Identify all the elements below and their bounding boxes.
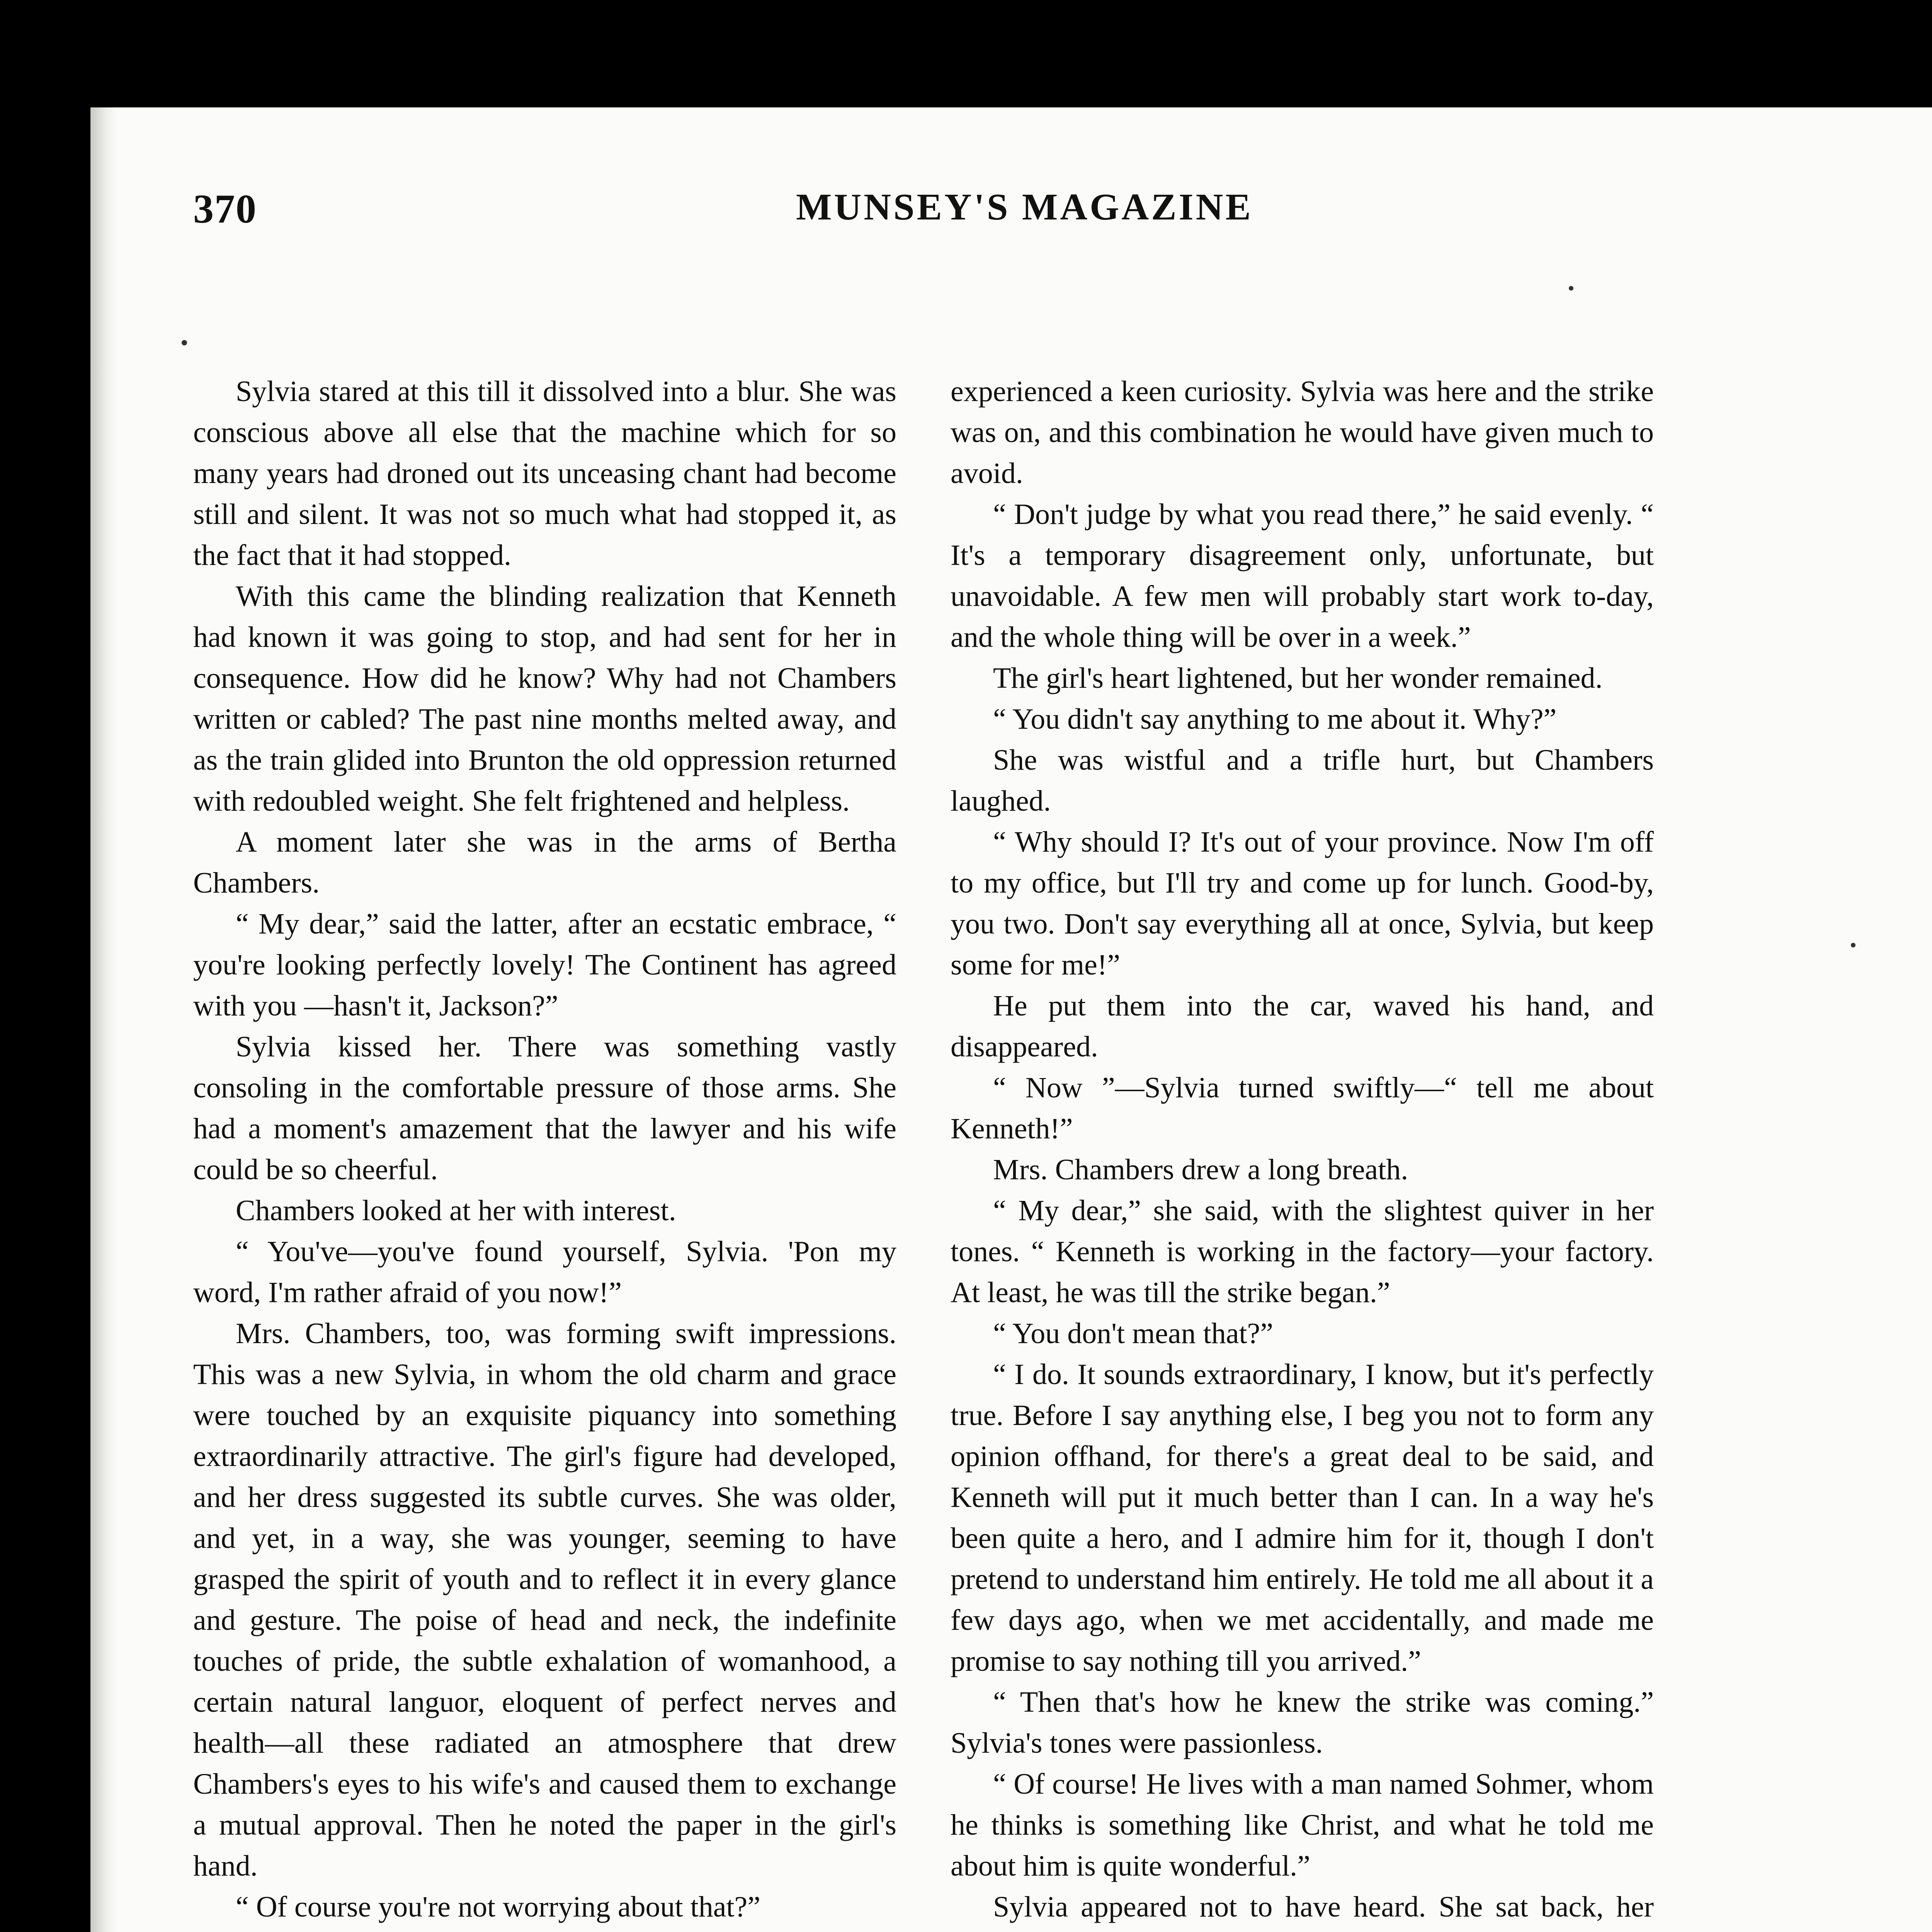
paragraph: “ Why should I? It's out of your province. Now I'm off to my office, but I'll try and come up for lunch. Good-by, you two. Don't say everything all at once, Sylvia, but keep some for me!” bbox=[951, 826, 1654, 981]
left-column bbox=[193, 371, 896, 1932]
paragraph: Chambers looked at her with interest. bbox=[236, 1194, 676, 1227]
paragraph: Sylvia appeared not to have heard. She sat back, her bbox=[993, 1891, 1654, 1923]
paragraph: “ Of course! He lives with a man named Sohmer, whom he thinks is something like Christ, and what he told me about him is quite wonderful.” bbox=[951, 1768, 1654, 1882]
paragraph: “ You don't mean that?” bbox=[993, 1317, 1274, 1350]
paragraph: He put them into the car, waved his hand, and disappeared. bbox=[951, 990, 1654, 1063]
scan-speck bbox=[1851, 943, 1855, 947]
paragraph: She was wistful and a trifle hurt, but Chambers laughed. bbox=[951, 744, 1654, 817]
scan-speck bbox=[182, 340, 187, 345]
paragraph-continued: experienced a keen curiosity. Sylvia was here and the strike was on, and this combination he would have given much to avoid. bbox=[951, 375, 1654, 490]
paragraph: “ Now ”—Sylvia turned swiftly—“ tell me about Kenneth!” bbox=[951, 1071, 1654, 1145]
page-spine-shadow bbox=[90, 107, 117, 1932]
paragraph: “ I do. It sounds extraordinary, I know, but it's perfectly true. Before I say anything else, I beg you not to form any opinion offhand, for there's a great deal to be said, and Kenneth will put it much better than I can. In a way he's been quite a hero, and I admire him for it, though I don't pretend to understand him entirely. He told me all about it a few days ago, when we met accidentally, and made me promise to say nothing till you arrived.” bbox=[951, 1358, 1654, 1677]
page-number: 370 bbox=[193, 186, 257, 231]
page-header bbox=[193, 185, 1739, 247]
paragraph: “ Don't judge by what you read there,” he said evenly. “ It's a temporary disagreement only, unfortunate, but unavoidable. A few men will probably start work to-day, and the whole thing will be over in a week.” bbox=[951, 498, 1654, 653]
paragraph: “ My dear,” said the latter, after an ecstatic embrace, “ you're looking perfectly lovely! The Continent has agreed with you —hasn't it, Jackson?” bbox=[193, 908, 896, 1022]
paragraph: The girl's heart lightened, but her wonder remained. bbox=[993, 662, 1603, 694]
paragraph: Mrs. Chambers drew a long breath. bbox=[993, 1153, 1408, 1186]
paragraph: Sylvia stared at this till it dissolved into a blur. She was conscious above all else that the machine which for so many years had droned out its unceasing chant had become still and silent. It was not so much what had stopped it, as the fact that it had stopped. bbox=[193, 375, 896, 571]
paragraph: “ You've—you've found yourself, Sylvia. 'Pon my word, I'm rather afraid of you now!” bbox=[193, 1235, 896, 1309]
paragraph: “ My dear,” she said, with the slightest quiver in her tones. “ Kenneth is working in the factory—your factory. At least, he was till the strike began.” bbox=[951, 1194, 1654, 1309]
magazine-title: MUNSEY'S MAGAZINE bbox=[796, 186, 1253, 228]
paragraph: A moment later she was in the arms of Bertha Chambers. bbox=[193, 826, 896, 899]
paragraph: “ You didn't say anything to me about it. Why?” bbox=[993, 703, 1557, 735]
paragraph: With this came the blinding realization that Kenneth had known it was going to stop, and had sent for her in consequence. How did he know? Why had not Chambers written or cabled? The past nine months melted away, and as the train glided into Brunton the old oppression returned with redoubled weight. She felt frightened and helpless. bbox=[193, 580, 896, 817]
paragraph bbox=[193, 1927, 896, 1932]
right-column bbox=[951, 371, 1654, 1932]
scan-speck bbox=[1569, 286, 1573, 291]
paragraph: “ Then that's how he knew the strike was coming.” Sylvia's tones were passionless. bbox=[951, 1686, 1654, 1759]
paragraph: Sylvia kissed her. There was something vastly consoling in the comfortable pressure of those arms. She had a moment's amazement that the lawyer and his wife could be so cheerful. bbox=[193, 1031, 896, 1186]
paragraph: Mrs. Chambers, too, was forming swift impressions. This was a new Sylvia, in whom the old charm and grace were touched by an exquisite piquancy into something extraordinarily attractive. The girl's figure had developed, and her dress suggested its subtle curves. She was older, and yet, in a way, she was younger, seeming to have grasped the spirit of youth and to reflect it in every glance and gesture. The poise of head and neck, the indefinite touches of pride, the subtle exhalation of womanhood, a certain natural languor, eloquent of perfect nerves and health—all these radiated an atmosphere that drew Chambers's eyes to his wife's and caused them to exchange a mutual approval. Then he noted the paper in the girl's hand. bbox=[193, 1317, 896, 1882]
paragraph: “ Of course you're not worrying about that?” bbox=[236, 1891, 761, 1923]
